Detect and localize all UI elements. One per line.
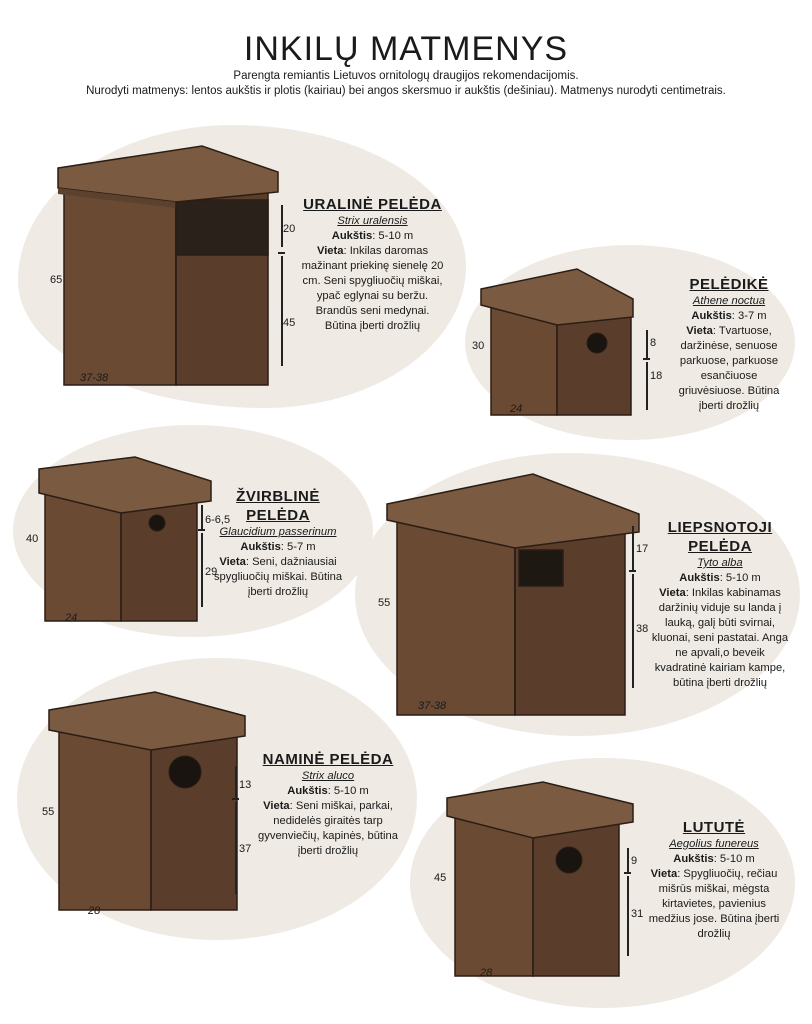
- dimension-tick: [232, 798, 239, 800]
- dimension-line: [201, 533, 203, 607]
- board-width: 37-38: [418, 700, 447, 712]
- bird-place: Vieta: Seni, dažniausiai spygliuočių miškai. Būtina įberti drožlių: [213, 556, 343, 598]
- hole-height: 37: [239, 843, 252, 855]
- hole-size: 13: [239, 779, 252, 791]
- bird-info-liepsnotoji: [650, 518, 790, 691]
- bird-latin: Aegolius funereus: [669, 838, 759, 850]
- dimension-line: [646, 330, 648, 358]
- bird-latin: Glaucidium passerinum: [219, 526, 337, 538]
- bird-height: Aukštis: 5-10 m: [673, 853, 755, 865]
- board-height: 30: [472, 340, 485, 352]
- bird-info-pelēdike: [668, 275, 790, 414]
- board-width: 28: [88, 905, 101, 917]
- bird-latin: Strix aluco: [301, 770, 355, 782]
- bird-height: Aukštis: 5-10 m: [287, 785, 369, 797]
- dimension-tick: [198, 529, 205, 531]
- board-height: 45: [434, 872, 447, 884]
- board-height: 55: [42, 806, 55, 818]
- bird-height: Aukštis: 5-7 m: [240, 541, 316, 553]
- dimension-tick: [278, 252, 285, 254]
- bird-name: NAMINĖ PELĖDA: [262, 751, 394, 768]
- page-title: INKILŲ MATMENYS: [243, 30, 569, 68]
- hole-size: 17: [636, 543, 649, 555]
- bird-height: Aukštis: 3-7 m: [691, 310, 767, 322]
- page-subtitle: Parengta remiantis Lietuvos ornitologų draugijos rekomendacijomis.: [233, 70, 579, 82]
- page-note: Nurodyti matmenys: lentos aukštis ir plotis (kairiau) bei angos skersmuo ir aukštis (dešiniau). Matmenys nurodyti centimetrais.: [86, 85, 726, 97]
- dimension-line: [235, 766, 237, 798]
- dimension-line: [632, 526, 634, 570]
- bird-info-lutute: [645, 818, 783, 942]
- board-height: 55: [378, 597, 391, 609]
- hole-size: 6-6,5: [205, 514, 231, 526]
- bird-place: Vieta: Inkilas daromas mažinant priekinę sienelę 20 cm. Seni spygliuočių miškai, ypač eglynai su beržu. Brandūs seni medynai. Būtina įberti drožlių: [301, 245, 444, 332]
- bird-place: Vieta: Spygliuočių, rečiau mišrūs miškai, mėgsta kirtavietes, pavienius medžius jose. Būtina įberti drožlių: [648, 868, 780, 940]
- dimension-line: [627, 876, 629, 956]
- bird-name: LUTUTĖ: [682, 819, 746, 836]
- hole-height: 38: [636, 623, 649, 635]
- dimension-tick: [624, 872, 631, 874]
- nest-box-illustration: [477, 265, 637, 420]
- hole-size: 8: [650, 337, 657, 349]
- bird-latin: Athene noctua: [692, 295, 766, 307]
- bird-height: Aukštis: 5-10 m: [331, 230, 414, 242]
- hole-height: 45: [283, 317, 296, 329]
- hole-height: 18: [650, 370, 663, 382]
- dimension-line: [646, 362, 648, 410]
- dimension-line: [627, 848, 629, 872]
- dimension-line: [235, 802, 237, 894]
- board-width: 37-38: [80, 372, 109, 384]
- dimension-line: [281, 256, 283, 366]
- board-width: 24: [510, 403, 523, 415]
- dimension-tick: [629, 570, 636, 572]
- nest-box-illustration: [443, 780, 638, 980]
- bird-place: Vieta: Tvartuose, daržinėse, senuose parkuose, parkuose esančiuose griuvėsiuose. Būtina įberti drožlių: [678, 325, 780, 412]
- bird-height: Aukštis: 5-10 m: [679, 572, 761, 584]
- nest-box-illustration: [383, 470, 643, 720]
- hole-size: 20: [283, 223, 296, 235]
- bird-info-ural: [300, 195, 445, 334]
- bird-latin: Tyto alba: [697, 557, 743, 569]
- board-width: 24: [65, 612, 78, 624]
- bird-latin: Strix uralensis: [337, 215, 408, 227]
- nest-box-illustration: [52, 140, 282, 390]
- hole-height: 29: [205, 566, 218, 578]
- bird-info-namine: [258, 750, 398, 859]
- bird-name: ŽVIRBLINĖ PELĖDA: [236, 488, 320, 524]
- nest-box-illustration: [45, 690, 250, 915]
- bird-place: Vieta: Inkilas kabinamas daržinių viduje su landa į lauką, galį būti svirnai, kluonai, seni pastatai. Anga ne apvali,o beveik kvadratinė kairiam kampe, būtina įberti drožlių: [651, 587, 789, 689]
- board-width: 28: [480, 967, 493, 979]
- dimension-line: [632, 574, 634, 688]
- bird-name: LIEPSNOTOJI PELĖDA: [667, 519, 773, 555]
- hole-height: 31: [631, 908, 644, 920]
- bird-name: PELĖDIKĖ: [689, 276, 769, 293]
- dimension-tick: [643, 358, 650, 360]
- bird-name: URALINĖ PELĖDA: [303, 196, 442, 213]
- board-height: 40: [26, 533, 39, 545]
- hole-size: 9: [631, 855, 638, 867]
- bird-place: Vieta: Seni miškai, parkai, nedidelės giraitės tarp gyvenviečių, kapinės, būtina įberti drožlių: [258, 800, 398, 857]
- dimension-line: [201, 505, 203, 529]
- bird-info-zvirbline: [213, 487, 343, 600]
- board-height: 65: [50, 274, 63, 286]
